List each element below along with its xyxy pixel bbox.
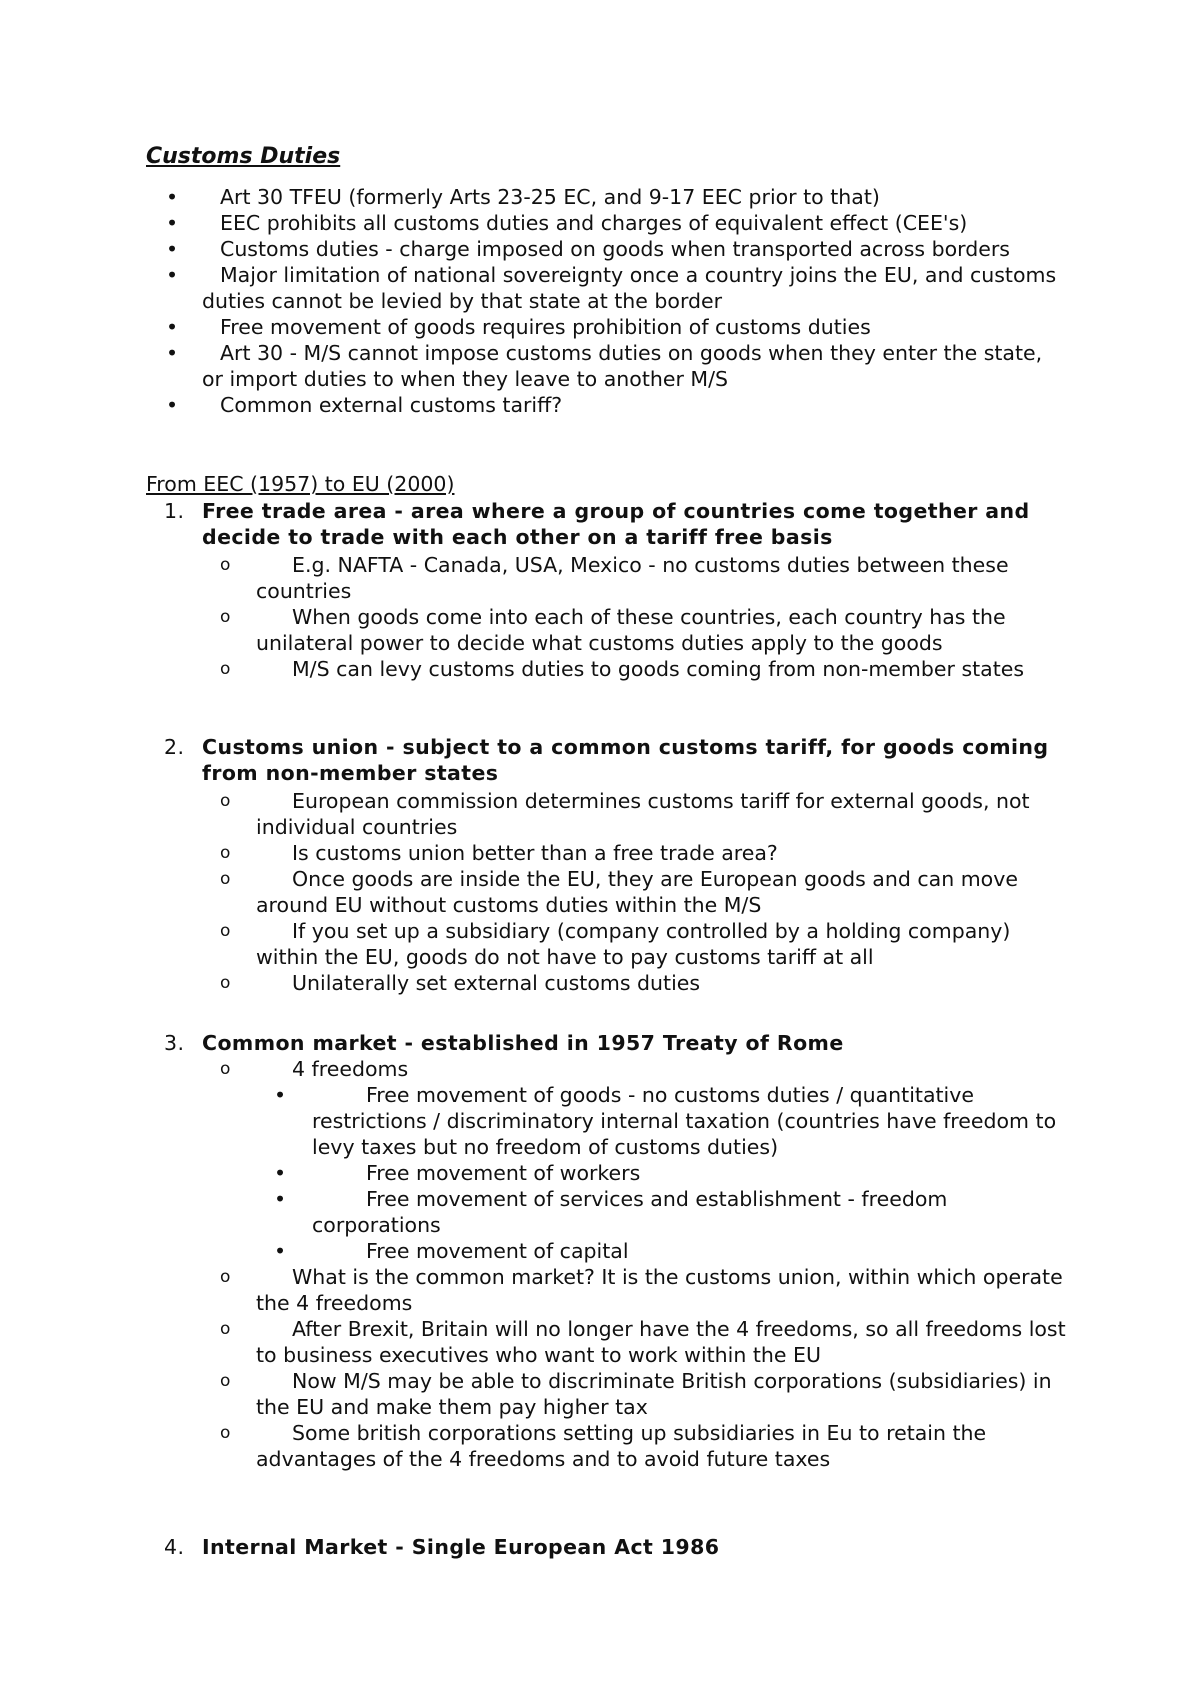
circle-bullet-icon: o (220, 1371, 231, 1391)
list-item: • Customs duties - charge imposed on goods when transported across borders (166, 237, 1010, 261)
list-item: • Free movement of goods - no customs duties / quantitative restrictions / discriminatory internal taxation (countries have freedom to levy taxes but no freedom of customs duties) (274, 1083, 1057, 1159)
circle-bullet-icon: o (220, 607, 231, 627)
list-item: • Free movement of capital (274, 1239, 629, 1263)
list-item: o If you set up a subsidiary (company controlled by a holding company) within the EU, goods do not have to pay customs tariff at all (220, 919, 1011, 969)
section-heading: 3. Common market - established in 1957 Treaty of Rome (164, 1031, 844, 1055)
list-item: o European commission determines customs tariff for external goods, not individual countries (220, 789, 1030, 839)
section-1 (146, 498, 1066, 682)
bullet-icon: • (166, 393, 179, 417)
list-item: • Art 30 - M/S cannot impose customs duties on goods when they enter the state, or import duties to when they leave to another M/S (166, 341, 1043, 391)
section-heading: 2. Customs union - subject to a common customs tariff, for goods coming from non-member states (164, 735, 1049, 785)
list-item: • Free movement of workers (274, 1161, 641, 1185)
bullet-icon: • (274, 1187, 287, 1211)
list-item: • Free movement of goods requires prohibition of customs duties (166, 315, 871, 339)
list-item: o E.g. NAFTA - Canada, USA, Mexico - no customs duties between these countries (220, 553, 1009, 603)
section-heading: 4. Internal Market - Single European Act 1986 (164, 1535, 720, 1559)
list-item: • EEC prohibits all customs duties and charges of equivalent effect (CEE's) (166, 211, 968, 235)
bullet-icon: • (166, 315, 179, 339)
intro-bullet-list (146, 184, 1066, 418)
circle-bullet-icon: o (220, 1059, 231, 1079)
list-item: • Free movement of services and establishment - freedom corporations (274, 1187, 948, 1237)
list-item: o After Brexit, Britain will no longer have the 4 freedoms, so all freedoms lost to business executives who want to work within the EU (220, 1317, 1066, 1367)
circle-bullet-icon: o (220, 921, 231, 941)
circle-bullet-icon: o (220, 1319, 231, 1339)
list-item: o Unilaterally set external customs duties (220, 971, 701, 995)
bullet-icon: • (166, 185, 179, 209)
circle-bullet-icon: o (220, 869, 231, 889)
section-subtitle: From EEC (1957) to EU (2000) (146, 472, 455, 496)
list-item: • Art 30 TFEU (formerly Arts 23-25 EC, and 9-17 EEC prior to that) (166, 185, 880, 209)
circle-bullet-icon: o (220, 555, 231, 575)
list-item: o Is customs union better than a free trade area? (220, 841, 778, 865)
circle-bullet-icon: o (220, 791, 231, 811)
bullet-icon: • (274, 1083, 287, 1107)
circle-bullet-icon: o (220, 973, 231, 993)
section-heading: 1. Free trade area - area where a group of countries come together and decide to trade with each other on a tariff free basis (164, 499, 1030, 549)
list-item: o Once goods are inside the EU, they are European goods and can move around EU without customs duties within the M/S (220, 867, 1018, 917)
list-item: o What is the common market? It is the customs union, within which operate the 4 freedoms (220, 1265, 1063, 1315)
bullet-icon: • (166, 341, 179, 365)
bullet-icon: • (274, 1239, 287, 1263)
page-title: Customs Duties (146, 144, 341, 169)
list-item: • Common external customs tariff? (166, 393, 563, 417)
section-4 (146, 1534, 1066, 1560)
list-item: o 4 freedoms (220, 1057, 409, 1081)
list-item: o M/S can levy customs duties to goods coming from non-member states (220, 657, 1025, 681)
section-2 (146, 734, 1066, 996)
bullet-icon: • (166, 263, 179, 287)
list-item: o Some british corporations setting up subsidiaries in Eu to retain the advantages of the 4 freedoms and to avoid future taxes (220, 1421, 987, 1471)
bullet-icon: • (166, 211, 179, 235)
list-item: o When goods come into each of these countries, each country has the unilateral power to decide what customs duties apply to the goods (220, 605, 1006, 655)
section-3 (146, 1030, 1066, 1472)
circle-bullet-icon: o (220, 659, 231, 679)
circle-bullet-icon: o (220, 1423, 231, 1443)
list-item: o Now M/S may be able to discriminate British corporations (subsidiaries) in the EU and make them pay higher tax (220, 1369, 1052, 1419)
circle-bullet-icon: o (220, 1267, 231, 1287)
bullet-icon: • (274, 1161, 287, 1185)
bullet-icon: • (166, 237, 179, 261)
list-item: • Major limitation of national sovereignty once a country joins the EU, and customs duties cannot be levied by that state at the border (166, 263, 1057, 313)
circle-bullet-icon: o (220, 843, 231, 863)
